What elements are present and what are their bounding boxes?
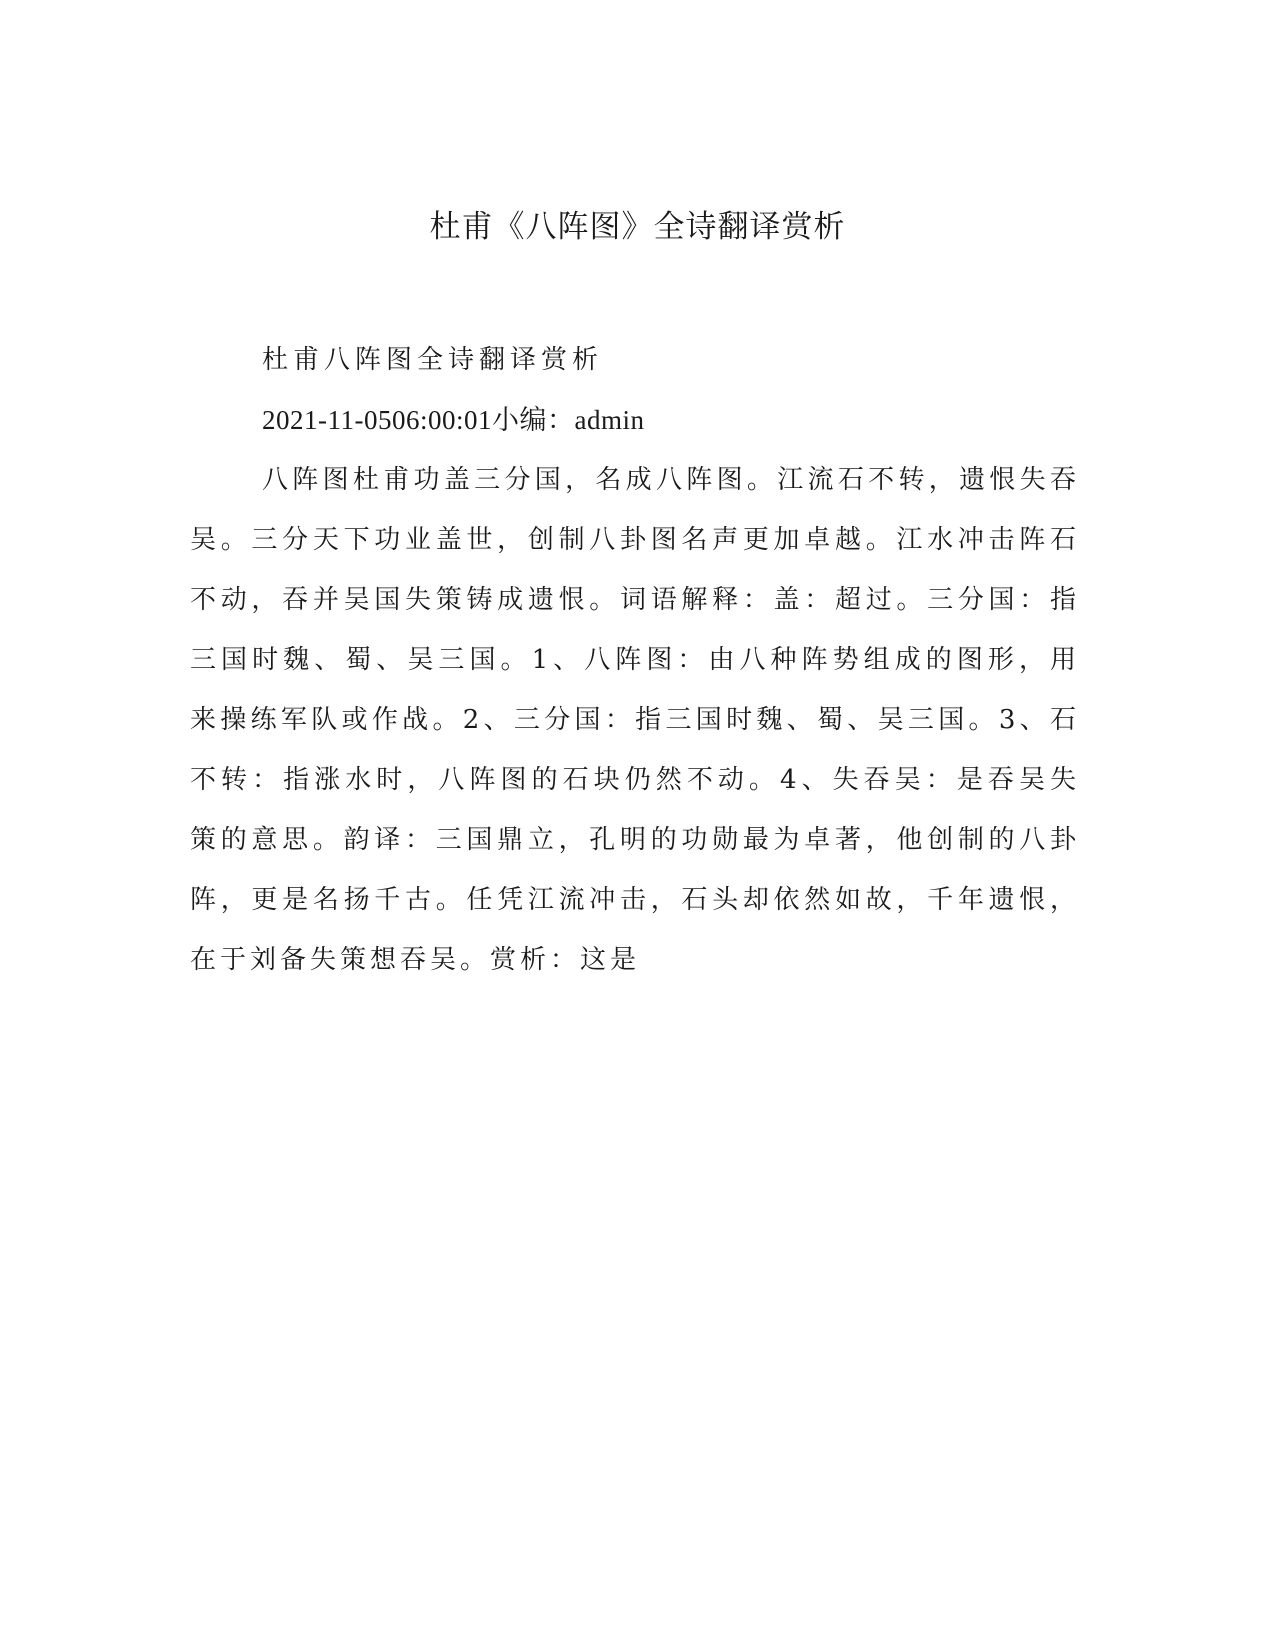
author-name: admin: [574, 405, 645, 435]
document-title: 杜甫《八阵图》全诗翻译赏析: [429, 209, 846, 245]
article-body: 八阵图杜甫功盖三分国，名成八阵图。江流石不转，遗恨失吞吴。三分天下功业盖世，创制八卦图名声更加卓越。江水冲击阵石不动，吞并吴国失策铸成遗恨。词语解释：盖：超过。三分国：指三国时魏、蜀、吴三国。1、八阵图：由八种阵势组成的图形，用来操练军队或作战。2、三分国：指三国时魏、蜀、吴三国。3、石不转：指涨水时，八阵图的石块仍然不动。4、失吞吴：是吞吴失策的意思。韵译：三国鼎立，孔明的功勋最为卓著，他创制的八卦阵，更是名扬千古。任凭江流冲击，石头却依然如故，千年遗恨，在于刘备失策想吞吴。赏析：这是: [190, 465, 1080, 975]
article-meta: [190, 390, 1080, 450]
document-body: [190, 330, 1080, 990]
author-label: 小编：: [491, 405, 575, 436]
article-subtitle: 杜甫八阵图全诗翻译赏析: [262, 345, 604, 375]
publish-datetime: 2021-11-0506:00:01: [262, 405, 492, 435]
